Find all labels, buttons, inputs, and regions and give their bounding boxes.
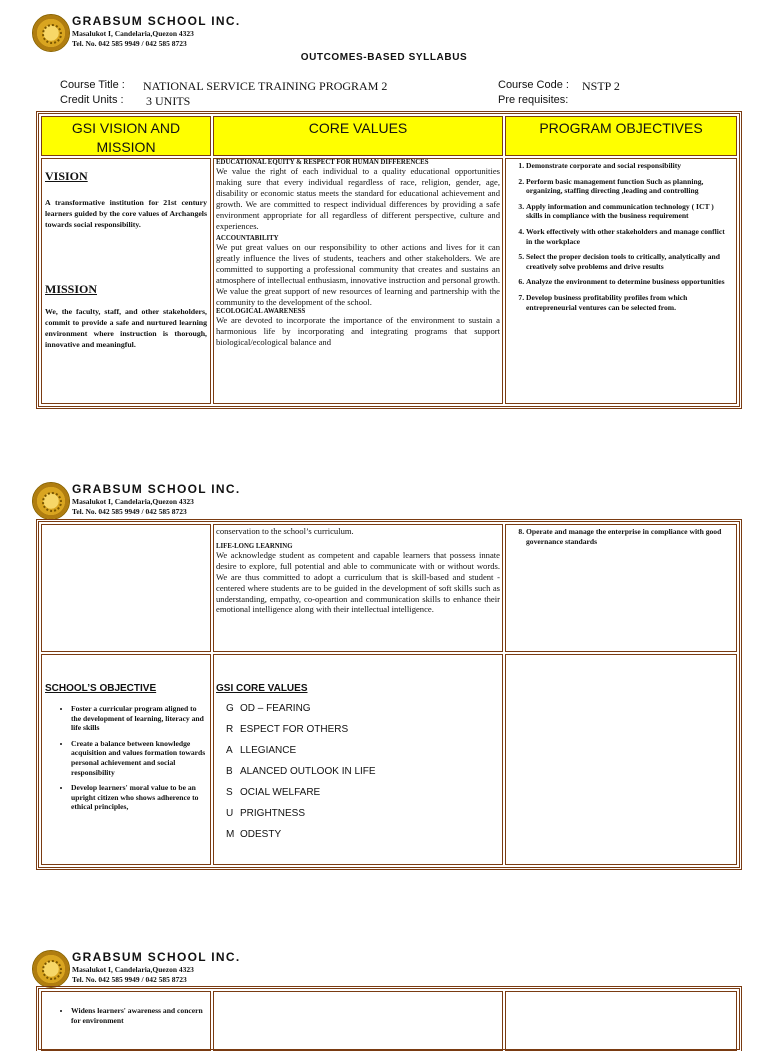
core-value-text: OCIAL WELFARE [240,787,321,798]
school-seal-icon [32,482,70,520]
school-header-page3 [32,950,432,990]
school-tel: Tel. No. 042 585 9949 / 042 585 8723 [72,975,187,984]
header-core-values: CORE VALUES [213,116,503,156]
core-value-letter: G [226,703,234,714]
schools-objective-heading: SCHOOL’S OBJECTIVE [45,683,157,694]
vision-mission-cell [41,158,211,404]
header-vision-mission: GSI VISION AND MISSION [41,116,211,156]
core-value-letter: R [226,724,234,735]
program-objective-item: 7. Develop business profitability profiles from which entrepreneurial ventures can be selected from. [526,293,732,312]
empty-cell [41,524,211,652]
program-objectives-list [506,161,732,312]
course-code-value: NSTP 2 [582,79,620,93]
school-header [32,14,432,54]
vision-text: A transformative institution for 21st century learners guided by the core values of Archangels towards social responsibility. [45,198,207,229]
accountability-text: We put great values on our responsibility to other actions and lives for it can greatly influence the lives of students, teachers and other stakeholders. We are committed to supporting a professional community that creates and sustains an atmosphere of intellectual enthusiasm, innovative instruction and personal growth. We value the great support of new resources of learning and partnership with the community to the development of the school. [216,242,501,307]
program-objectives-list-cont [506,527,732,546]
core-value-text: LLEGIANCE [240,745,297,756]
syllabus-table-page3 [38,988,740,1050]
schools-objective-list-cont [45,1006,208,1025]
schools-objective-item: • Foster a curricular program aligned to the development of learning, literacy and life skills [71,704,208,733]
credit-units-label: Credit Units : [60,94,124,106]
school-name: GRABSUM SCHOOL INC. [72,950,241,964]
school-seal-icon [32,14,70,52]
program-objective-item: 6. Analyze the environment to determine business opportunities [526,277,732,287]
empty-cell [505,654,737,865]
equity-text: We value the right of each individual to a quality educational opportunities making sure that every individual regardless of race, religion, gender, age, disability or economic status meets the standard for educational achievement and growth. We are committed to respect individual differences by providing a safe environment appropriate for all regardless of different perspective, culture and experiences. [216,166,500,231]
school-tel: Tel. No. 042 585 9949 / 042 585 8723 [72,507,187,516]
gsi-core-values-heading: GSI CORE VALUES [216,683,308,694]
credit-units-value: 3 UNITS [146,94,191,108]
school-name: GRABSUM SCHOOL INC. [72,14,241,28]
core-value-item [226,745,500,756]
core-value-item [226,829,500,840]
core-value-letter: M [226,829,235,840]
core-value-letter: S [226,787,233,798]
schools-objective-item: • Create a balance between knowledge acquisition and values formation towards personal achievement and social responsibility [71,739,208,777]
core-values-cell [213,158,503,404]
core-value-text: ALANCED OUTLOOK IN LIFE [240,766,376,777]
core-value-item [226,808,500,819]
vision-heading: VISION [45,169,88,183]
lifelong-title: LIFE-LONG LEARNING [216,542,293,550]
school-header-page2 [32,482,432,522]
school-tel: Tel. No. 042 585 9949 / 042 585 8723 [72,39,187,48]
course-title-value: NATIONAL SERVICE TRAINING PROGRAM 2 [143,79,388,93]
prerequisites-label: Pre requisites: [498,94,569,106]
accountability-title: ACCOUNTABILITY [216,235,279,243]
ecological-cont-text: conservation to the school’s curriculum. [216,526,354,536]
core-values-cont-cell [213,524,503,652]
program-objective-item: 5. Select the proper decision tools to critically, analytically and creatively solve problems and drive results [526,252,732,271]
program-objective-item: 3. Apply information and communication technology ( ICT ) skills in compliance with the business requirement [526,202,732,221]
core-value-letter: A [226,745,233,756]
mission-text: We, the faculty, staff, and other stakeholders, commit to provide a safe and nurtured learning environment where instruction is thorough, innovative and meaningful. [45,307,207,349]
equity-title: EDUCATIONAL EQUITY & RESPECT FOR HUMAN DIFFERENCES [216,159,429,166]
core-value-text: ODESTY [240,829,282,840]
course-code-label: Course Code : [498,79,569,91]
gsi-core-values-list [216,703,500,840]
ecological-title: ECOLOGICAL AWARENESS [216,307,306,315]
empty-cell [213,991,503,1051]
schools-objective-item: • Develop learners' moral value to be an upright citizen who shows adherence to ethical principles, [71,783,208,812]
program-objective-item: 4. Work effectively with other stakeholders and manage conflict in the workplace [526,227,732,246]
core-value-item [226,766,500,777]
school-seal-icon [32,950,70,988]
core-value-text: OD – FEARING [240,703,311,714]
schools-objective-cell [41,654,211,865]
program-objective-item: 8. Operate and manage the enterprise in compliance with good governance standards [526,527,732,546]
program-objectives-cont-cell [505,524,737,652]
core-value-text: PRIGHTNESS [240,808,306,819]
core-value-letter: U [226,808,234,819]
gsi-core-values-cell [213,654,503,865]
empty-cell [505,991,737,1051]
header-program-objectives: PROGRAM OBJECTIVES [505,116,737,156]
core-value-item [226,703,500,714]
syllabus-table-page1 [38,113,740,407]
course-title-label: Course Title : [60,79,125,91]
document-title: OUTCOMES-BASED SYLLABUS [300,52,468,63]
core-value-item [226,787,500,798]
ecological-text: We are devoted to incorporate the importance of the environment to sustain a harmonious life by incorporating and integrating programs that support biological/ecological balance and [216,314,500,347]
program-objectives-cell [505,158,737,404]
school-name: GRABSUM SCHOOL INC. [72,482,241,496]
core-value-item [226,724,500,735]
lifelong-text: We acknowledge student as competent and capable learners that possess innate desire to explore, full potential and able to communicate with or without words. We are thus committed to adopt a curriculum that is skill-based and student -centered where students are to be guided in the development of soft skills such as understanding, empathy, co-opeartion and communication skills to enhance their emotional intelligence along with their intellectual intelligence. [216,549,500,615]
syllabus-table-page2 [38,521,740,868]
core-value-letter: B [226,766,233,777]
core-value-text: ESPECT FOR OTHERS [240,724,349,735]
school-address: Masalukot I, Candelaria,Quezon 4323 [72,965,194,974]
schools-objective-list [45,704,208,812]
school-address: Masalukot I, Candelaria,Quezon 4323 [72,497,194,506]
program-objective-item: 1. Demonstrate corporate and social responsibility [526,161,732,171]
mission-heading: MISSION [45,282,98,296]
school-address: Masalukot I, Candelaria,Quezon 4323 [72,29,194,38]
program-objective-item: 2. Perform basic management function Such as planning, organizing, staffing directing ,leading and controlling [526,177,732,196]
schools-objective-item: • Widens learners' awareness and concern for environment [71,1006,208,1025]
schools-objective-cont-cell [41,991,211,1051]
